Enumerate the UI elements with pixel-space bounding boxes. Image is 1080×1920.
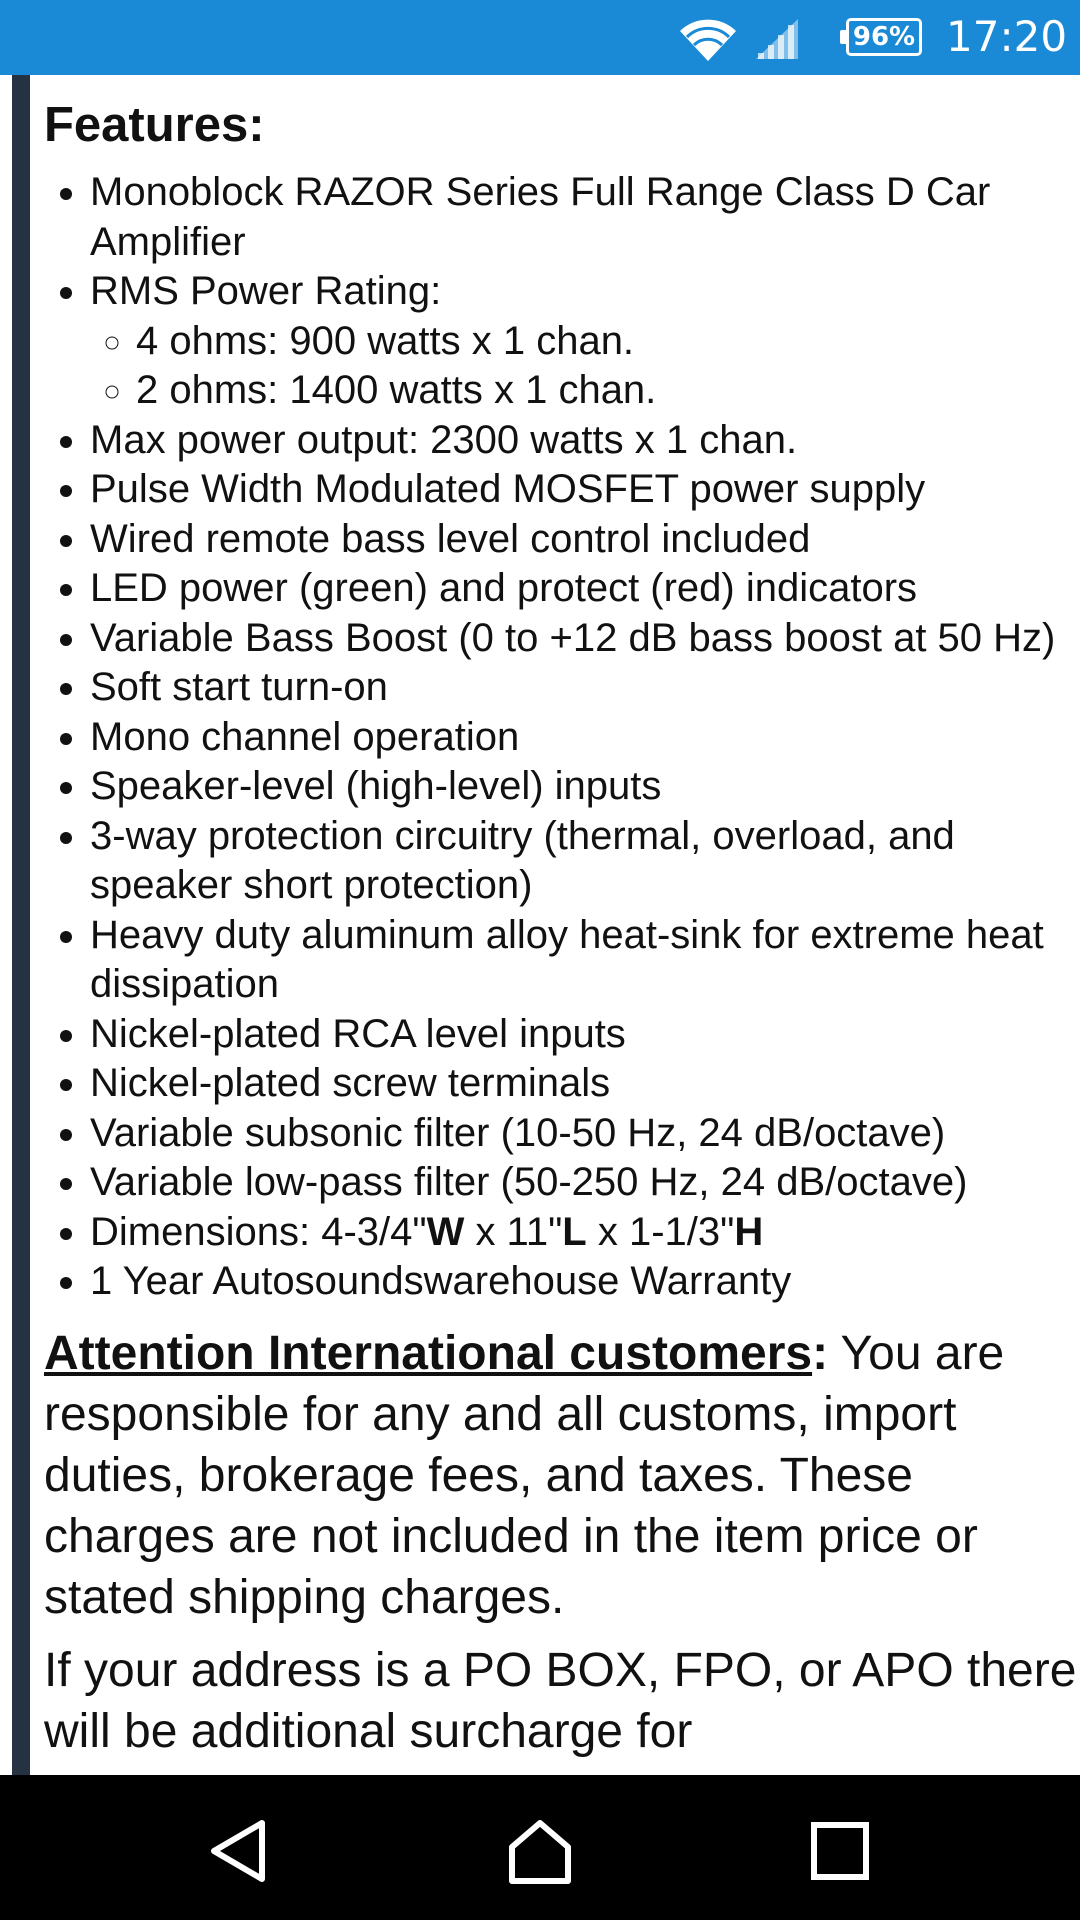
list-item: • Max power output: 2300 watts x 1 chan.	[90, 416, 1080, 466]
list-item: • Mono channel operation	[90, 713, 1080, 763]
recents-icon[interactable]	[806, 1817, 874, 1885]
battery-percent: 96%	[852, 22, 916, 52]
item-description[interactable]	[44, 78, 1080, 1775]
features-heading: Features:	[44, 98, 265, 152]
list-item: ◦ 2 ohms: 1400 watts x 1 chan.	[136, 366, 1080, 416]
left-border-bar	[12, 75, 30, 1775]
navigation-bar	[0, 1775, 1080, 1920]
battery-icon	[846, 18, 922, 56]
list-item: • Soft start turn-on	[90, 663, 1080, 713]
list-item: • Variable Bass Boost (0 to +12 dB bass boost at 50 Hz)	[90, 614, 1080, 664]
list-item-rms	[90, 267, 1080, 416]
home-icon[interactable]	[506, 1817, 574, 1885]
list-item: • Monoblock RAZOR Series Full Range Class D Car Amplifier	[90, 168, 1080, 267]
list-item: • Heavy duty aluminum alloy heat-sink for extreme heat dissipation	[90, 911, 1080, 1010]
list-item: • Nickel-plated screw terminals	[90, 1059, 1080, 1109]
list-item: • Wired remote bass level control included	[90, 515, 1080, 565]
wifi-icon	[678, 15, 738, 63]
rms-label: RMS Power Rating:	[90, 269, 442, 313]
list-item: • Pulse Width Modulated MOSFET power supply	[90, 465, 1080, 515]
signal-icon	[752, 17, 800, 61]
dimensions-w: W	[426, 1209, 465, 1254]
back-icon[interactable]	[206, 1817, 274, 1885]
list-item: ◦ 4 ohms: 900 watts x 1 chan.	[136, 317, 1080, 367]
clock: 17:20	[946, 12, 1068, 61]
attention-body: You are responsible for any and all customs, import duties, brokerage fees, and taxes. These charges are not included in the item price or stated shipping charges.	[44, 1326, 1005, 1624]
dimensions-mid1: x 11"	[464, 1209, 563, 1254]
list-item-dimensions	[90, 1208, 1080, 1258]
dimensions-h: H	[734, 1209, 764, 1254]
dimensions-mid2: x 1-1/3"	[586, 1209, 735, 1254]
dimensions-l: L	[562, 1209, 587, 1254]
rms-sublist	[90, 317, 1080, 416]
attention-title: Attention International customers	[44, 1326, 813, 1380]
status-bar	[0, 0, 1080, 75]
attention-paragraph	[44, 1323, 1080, 1628]
list-item: • 3-way protection circuitry (thermal, overload, and speaker short protection)	[90, 812, 1080, 911]
attention-colon: :	[812, 1326, 829, 1380]
list-item: • Variable subsonic filter (10-50 Hz, 24 dB/octave)	[90, 1109, 1080, 1159]
list-item: • 1 Year Autosoundswarehouse Warranty	[90, 1257, 1080, 1307]
list-item: • Variable low-pass filter (50-250 Hz, 24 dB/octave)	[90, 1158, 1080, 1208]
features-list	[44, 168, 1080, 1307]
list-item: • LED power (green) and protect (red) indicators	[90, 564, 1080, 614]
po-box-paragraph: If your address is a PO BOX, FPO, or APO there will be additional surcharge for	[44, 1643, 1077, 1758]
list-item: • Nickel-plated RCA level inputs	[90, 1010, 1080, 1060]
dimensions-prefix: Dimensions: 4-3/4"	[90, 1209, 427, 1254]
list-item: • Speaker-level (high-level) inputs	[90, 762, 1080, 812]
